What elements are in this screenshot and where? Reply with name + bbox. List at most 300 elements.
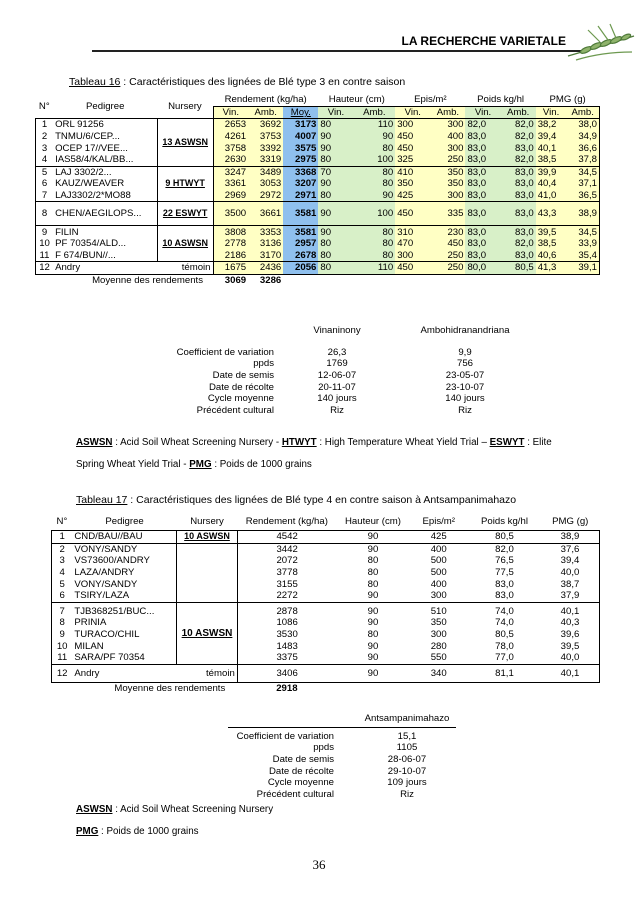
cell: 3406 [276, 667, 298, 679]
table-row [52, 602, 600, 617]
cell: 2186 [213, 250, 248, 262]
cell: 80 [367, 555, 379, 567]
cell: 37,1 [566, 178, 599, 190]
row-number: 7 [52, 602, 73, 617]
stats-row [150, 393, 534, 405]
cell: 3247 [213, 166, 248, 178]
cell: 80 [367, 567, 379, 579]
cell: 3375 [276, 652, 298, 664]
cell: 90 [354, 190, 396, 202]
cell: 3392 [248, 142, 283, 154]
t16-sub-amb: Amb. [430, 106, 465, 119]
row-number: 7 [36, 190, 54, 202]
stats-value: 26,3 [327, 346, 347, 358]
row-pedigree: TURACO/CHIL [74, 629, 140, 641]
cell: 90 [354, 131, 396, 143]
row-number: 9 [36, 226, 54, 238]
cell: 325 [395, 154, 430, 166]
cell: 38,9 [566, 202, 599, 226]
cell: 3170 [248, 250, 283, 262]
cell: 80 [318, 119, 353, 131]
table17-caption-text: : Caractéristiques des lignées de Blé type 4 en contre saison à Antsampanimahazo [127, 494, 517, 506]
stats-row [200, 765, 476, 777]
stats-header-amb: Ambohidranandriana [420, 325, 510, 337]
row-number: 12 [52, 664, 73, 683]
cell: 510 [430, 605, 447, 617]
cell: 3053 [248, 178, 283, 190]
cell: 80 [354, 166, 396, 178]
stats-value: Riz [330, 404, 344, 416]
t17-header-rendement: Rendement (kg/ha) [245, 515, 328, 527]
cell: 74,0 [495, 605, 514, 617]
cell: 550 [430, 652, 447, 664]
cell: 80 [354, 178, 396, 190]
t16-sub-amb: Amb. [248, 106, 283, 119]
cell: 80,0 [465, 262, 500, 275]
cell: 38,9 [541, 531, 599, 544]
stats-value: 28-06-07 [387, 754, 427, 766]
cell: 80 [354, 238, 396, 250]
row-number: 10 [36, 238, 54, 250]
cell: 450 [395, 131, 430, 143]
stats-row [200, 742, 476, 754]
legend17 [76, 803, 476, 839]
row-number: 8 [36, 202, 54, 226]
row-pedigree: TJB368251/BUC... [74, 605, 155, 617]
cell: 90 [367, 590, 379, 602]
cell: 2778 [213, 238, 248, 250]
cell: 77,5 [495, 567, 514, 579]
cell: 400 [430, 543, 447, 555]
cell: 4542 [276, 531, 298, 543]
cell: 3173 [283, 119, 318, 131]
cell: 40,3 [541, 617, 599, 629]
cell: 83,0 [465, 238, 500, 250]
cell: 500 [430, 567, 447, 579]
cell: 350 [395, 178, 430, 190]
t17-header-epis: Epis/m² [422, 515, 455, 527]
cell: 38,5 [536, 238, 567, 250]
stats17-table [200, 713, 476, 800]
t16-header-hauteur: Hauteur (cm) [328, 94, 385, 106]
cell: 80 [318, 238, 353, 250]
t16-header-nursery: Nursery [168, 100, 202, 112]
cell: 300 [430, 629, 447, 641]
cell: 300 [430, 590, 447, 602]
stats-value: 140 jours [317, 393, 357, 405]
cell: 3753 [248, 131, 283, 143]
cell: 82,0 [501, 119, 536, 131]
stats-label: Précédent cultural [196, 404, 274, 416]
row-number: 5 [36, 166, 54, 178]
nursery-label: 22 ESWYT [157, 202, 213, 226]
cell: 90 [367, 531, 379, 543]
table-row [36, 238, 600, 250]
t16-header-pedigree: Pedigree [86, 100, 125, 112]
stats-value: 15,1 [397, 730, 417, 742]
cell: 2969 [213, 190, 248, 202]
cell: 350 [430, 617, 447, 629]
cell: 310 [395, 226, 430, 238]
cell: 40,0 [541, 652, 599, 664]
cell: 38,2 [536, 119, 567, 131]
cell: 3808 [213, 226, 248, 238]
cell: 37,8 [566, 154, 599, 166]
cell: 300 [430, 119, 465, 131]
nursery-label: témoin [177, 664, 238, 683]
stats-value: 756 [456, 358, 473, 370]
cell: 82,0 [501, 154, 536, 166]
cell: 90 [367, 667, 379, 679]
stats-value: Riz [458, 404, 472, 416]
cell: 83,0 [465, 142, 500, 154]
cell: 83,0 [465, 178, 500, 190]
table16-label: Tableau 16 [69, 76, 121, 88]
nursery-label: témoin [157, 262, 213, 275]
row-pedigree: MILAN [74, 640, 104, 652]
cell: 38,5 [536, 154, 567, 166]
cell: 450 [430, 238, 465, 250]
legend-text: : Poids de 1000 grains [211, 459, 312, 470]
row-number: 11 [36, 250, 54, 262]
table17-caption [76, 494, 516, 506]
cell: 2971 [283, 190, 318, 202]
cell: 33,9 [566, 238, 599, 250]
legend-text: Spring Wheat Yield Trial - [76, 459, 190, 470]
stats-label: ppds [253, 358, 274, 370]
legend-abbr: PMG [76, 826, 99, 837]
cell: 3489 [248, 166, 283, 178]
nursery-label: 9 HTWYT [157, 166, 213, 202]
stats-value: 29-10-07 [387, 765, 427, 777]
cell: 40,0 [541, 567, 599, 579]
cell: 82,0 [501, 131, 536, 143]
table-row [36, 119, 600, 131]
cell: 4261 [213, 131, 248, 143]
cell: 90 [367, 640, 379, 652]
cell: 83,0 [501, 178, 536, 190]
cell: 80 [354, 142, 396, 154]
nursery-label: 10 ASWSN [157, 226, 213, 262]
cell: 425 [430, 531, 447, 543]
stats-value: 1105 [396, 742, 418, 754]
row-number: 3 [52, 555, 73, 567]
cell: 2436 [248, 262, 283, 275]
cell: 40,6 [536, 250, 567, 262]
cell: 250 [430, 154, 465, 166]
cell: 300 [430, 190, 465, 202]
t16-sub-vin: Vin. [465, 106, 500, 119]
t17-header-pedigree: Pedigree [105, 515, 144, 527]
row-number: 1 [52, 531, 73, 544]
table16-caption-text: : Caractéristiques des lignées de Blé type 3 en contre saison [120, 76, 406, 88]
stats-label: Précédent cultural [256, 788, 334, 800]
t16-sub-amb: Amb. [501, 106, 536, 119]
cell: 230 [430, 226, 465, 238]
cell: 90 [367, 652, 379, 664]
row-pedigree: PRINIA [74, 617, 107, 629]
t17-header-poids: Poids kg/hl [481, 515, 528, 527]
cell: 3692 [248, 119, 283, 131]
moyenne-row [52, 683, 600, 695]
cell: 83,0 [501, 166, 536, 178]
table-row [52, 629, 600, 641]
table-row [36, 190, 600, 202]
cell: 39,6 [541, 629, 599, 641]
table-row [36, 142, 600, 154]
stats-label: Coefficient de variation [236, 730, 334, 742]
cell: 90 [367, 605, 379, 617]
cell: 400 [430, 131, 465, 143]
cell: 34,5 [566, 226, 599, 238]
stats-value: 9,9 [458, 346, 472, 358]
stats-value: 1769 [326, 358, 348, 370]
legend16 [76, 434, 596, 474]
cell: 80 [354, 226, 396, 238]
stats-value: 140 jours [445, 393, 485, 405]
table-row [36, 262, 600, 275]
cell: 3442 [276, 543, 298, 555]
cell: 35,4 [566, 250, 599, 262]
row-pedigree: IAS58/4/KAL/BB... [55, 154, 134, 166]
cell: 83,0 [501, 250, 536, 262]
table17-label: Tableau 17 [76, 494, 128, 506]
row-pedigree: Andry [53, 262, 157, 275]
stats16-table [150, 325, 534, 416]
table-row [36, 154, 600, 166]
t17-header-no: N° [56, 515, 68, 527]
table-row [36, 178, 600, 190]
legend-text: : Poids de 1000 grains [98, 826, 199, 837]
row-pedigree: KAUZ/WEAVER [55, 178, 125, 190]
row-number: 8 [52, 617, 73, 629]
stats-row [200, 731, 476, 743]
cell: 39,5 [536, 226, 567, 238]
stats-value: 109 jours [387, 777, 427, 789]
row-number: 4 [52, 567, 73, 579]
row-pedigree: TNMU/6/CEP... [55, 131, 120, 143]
cell: 450 [395, 262, 430, 275]
cell: 83,0 [465, 226, 500, 238]
legend-text: : High Temperature Wheat Yield Trial – [316, 437, 490, 448]
t16-header-no: N° [38, 100, 50, 112]
cell: 350 [430, 166, 465, 178]
cell: 2653 [213, 119, 248, 131]
nursery-label: 10 ASWSN [177, 602, 238, 664]
cell: 425 [395, 190, 430, 202]
cell: 37,6 [541, 543, 599, 555]
stats-value: 20-11-07 [318, 381, 356, 393]
legend-text: : Acid Soil Wheat Screening Nursery [112, 804, 274, 815]
cell: 340 [430, 667, 447, 679]
cell: 3136 [248, 238, 283, 250]
cell: 2972 [248, 190, 283, 202]
t16-sub-vin: Vin. [536, 106, 567, 119]
row-pedigree: VONY/SANDY [74, 578, 138, 590]
legend-abbr: ASWSN [76, 437, 113, 448]
cell: 36,5 [566, 190, 599, 202]
cell: 83,0 [465, 131, 500, 143]
nursery-label: 13 ASWSN [157, 119, 213, 166]
stats-header-vin: Vinaninony [313, 325, 361, 337]
table16-caption [69, 76, 405, 88]
t17-header-hauteur: Hauteur (cm) [344, 515, 401, 527]
cell: 82,0 [465, 119, 500, 131]
cell: 39,5 [541, 640, 599, 652]
row-number: 6 [36, 178, 54, 190]
legend-abbr: ESWYT [489, 437, 525, 448]
t16-sub-amb: Amb. [566, 106, 599, 119]
t16-sub-amb: Amb. [354, 106, 396, 119]
cell: 3207 [283, 178, 318, 190]
cell: 82,0 [501, 238, 536, 250]
cell: 300 [395, 119, 430, 131]
cell: 80,5 [501, 262, 536, 275]
stats-value: Riz [400, 788, 414, 800]
cell: 1675 [213, 262, 248, 275]
stats-label: Cycle moyenne [267, 777, 334, 789]
cell: 90 [318, 178, 353, 190]
row-pedigree: LAJ 3302/2... [53, 166, 157, 178]
cell: 3155 [276, 578, 298, 590]
row-number: 6 [52, 590, 73, 602]
row-pedigree: VONY/SANDY [74, 543, 138, 555]
cell: 83,0 [501, 226, 536, 238]
cell: 4007 [283, 131, 318, 143]
cell: 83,0 [495, 590, 514, 602]
cell: 3778 [276, 567, 298, 579]
stats-label: Date de récolte [208, 381, 274, 393]
cell: 80 [367, 578, 379, 590]
table-row [52, 578, 600, 590]
cell: 300 [395, 250, 430, 262]
cell: 83,0 [465, 202, 500, 226]
t16-header-pmg: PMG (g) [549, 94, 586, 106]
stats-row [150, 405, 534, 417]
cell: 2630 [213, 154, 248, 166]
cell: 40,1 [541, 602, 599, 617]
stats-label: ppds [313, 742, 334, 754]
stats-header: Antsampanimahazo [364, 713, 450, 725]
cell: 335 [430, 202, 465, 226]
cell: 43,3 [536, 202, 567, 226]
cell: 40,4 [536, 178, 567, 190]
stats-label: Date de semis [212, 370, 274, 382]
cell: 80 [318, 262, 353, 275]
cell: 3581 [283, 226, 318, 238]
cell: 83,0 [465, 166, 500, 178]
wheat-decoration-icon [566, 22, 636, 62]
cell: 80 [354, 250, 396, 262]
cell: 250 [430, 262, 465, 275]
legend-abbr: ASWSN [76, 804, 113, 815]
cell: 80,5 [495, 629, 514, 641]
cell: 110 [354, 262, 396, 275]
cell: 2272 [276, 590, 298, 602]
row-number: 1 [36, 119, 54, 131]
cell: 2878 [276, 605, 298, 617]
legend-text: : Elite [524, 437, 552, 448]
table-row [52, 590, 600, 602]
cell: 3368 [283, 166, 318, 178]
moyenne-vin: 3069 [224, 275, 247, 287]
cell: 80 [318, 154, 353, 166]
row-number: 5 [52, 578, 73, 590]
cell: 300 [430, 142, 465, 154]
table-row [52, 617, 600, 629]
row-pedigree: LAJ3302/2*MO88 [55, 190, 131, 202]
cell: 78,0 [495, 640, 514, 652]
cell: 100 [354, 154, 396, 166]
moyenne-label: Moyenne des rendements [114, 683, 226, 695]
cell: 400 [430, 578, 447, 590]
cell: 34,9 [566, 131, 599, 143]
table-row [52, 543, 600, 555]
section-title: LA RECHERCHE VARIETALE [401, 34, 566, 48]
row-pedigree: LAZA/ANDRY [74, 567, 135, 579]
cell: 470 [395, 238, 430, 250]
cell: 40,1 [536, 142, 567, 154]
stats-row [200, 789, 476, 801]
table-row [36, 250, 600, 262]
cell: 100 [354, 202, 396, 226]
stats-row [200, 777, 476, 789]
cell: 500 [430, 555, 447, 567]
cell: 39,1 [566, 262, 599, 275]
cell: 82,0 [495, 543, 514, 555]
stats-row [150, 347, 534, 359]
stats-label: Date de semis [272, 754, 334, 766]
cell: 3319 [248, 154, 283, 166]
cell: 38,7 [541, 578, 599, 590]
table-row [52, 567, 600, 579]
legend-abbr: PMG [189, 459, 212, 470]
table-row [52, 652, 600, 664]
cell: 41,3 [536, 262, 567, 275]
row-pedigree: FILIN [53, 226, 157, 238]
cell: 39,4 [536, 131, 567, 143]
cell: 350 [430, 178, 465, 190]
table-row [52, 640, 600, 652]
cell: 38,0 [566, 119, 599, 131]
cell: 280 [430, 640, 447, 652]
cell: 81,1 [495, 667, 514, 679]
cell: 80 [367, 629, 379, 641]
row-pedigree: ORL 91256 [53, 119, 157, 131]
cell: 3661 [248, 202, 283, 226]
stats-value: 12-06-07 [317, 370, 357, 382]
stats-label: Cycle moyenne [207, 393, 274, 405]
header-rule [92, 50, 582, 52]
cell: 39,4 [541, 555, 599, 567]
cell: 80,5 [495, 531, 514, 543]
table-row [36, 226, 600, 238]
cell: 3758 [213, 142, 248, 154]
stats-value: 23-10-07 [445, 381, 485, 393]
cell: 450 [395, 202, 430, 226]
row-pedigree: CND/BAU//BAU [74, 531, 143, 543]
row-pedigree: CHEN/AEGILOPS... [53, 202, 157, 226]
row-pedigree: VS73600/ANDRY [74, 555, 150, 567]
table-row [36, 166, 600, 178]
table16 [35, 94, 600, 286]
cell: 37,9 [541, 590, 599, 602]
nursery-label: 10 ASWSN [177, 531, 238, 544]
row-number: 12 [36, 262, 54, 275]
cell: 1483 [276, 640, 298, 652]
stats-row [150, 370, 534, 382]
cell: 2678 [283, 250, 318, 262]
